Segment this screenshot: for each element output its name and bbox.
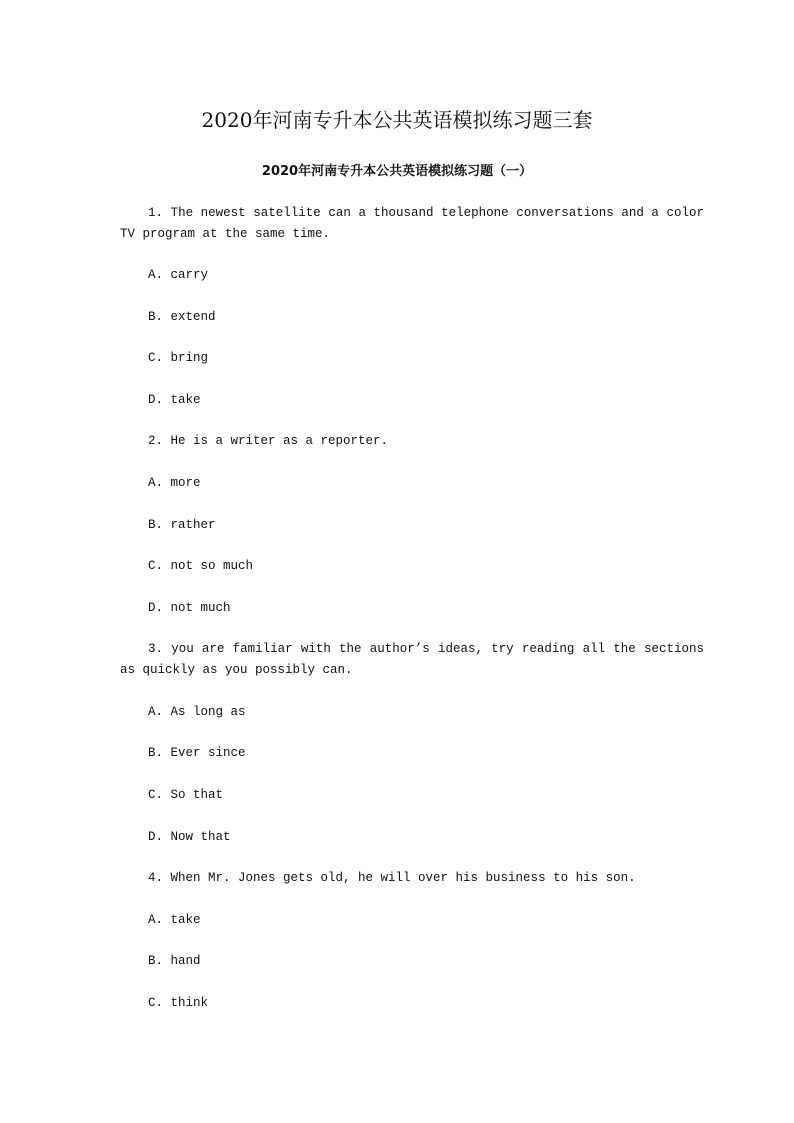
document-title: 2020年河南专升本公共英语模拟练习题三套 bbox=[201, 108, 593, 132]
question-1-stem-line-1: 1. The newest satellite can a thousand telephone conversations and a color bbox=[148, 206, 704, 220]
question-4-option-c: C. think bbox=[148, 996, 209, 1010]
question-4-option-b: B. hand bbox=[148, 954, 201, 968]
question-3-option-b: B. Ever since bbox=[148, 746, 246, 760]
question-4-option-a: A. take bbox=[148, 913, 201, 927]
question-2-stem: 2. He is a writer as a reporter. bbox=[148, 434, 389, 448]
question-1-stem-line-2: TV program at the same time. bbox=[120, 227, 331, 241]
question-1-option-a: A. carry bbox=[148, 268, 209, 282]
question-3-option-d: D. Now that bbox=[148, 830, 231, 844]
question-1-option-d: D. take bbox=[148, 393, 201, 407]
question-3-option-a: A. As long as bbox=[148, 705, 246, 719]
section-subtitle: 2020年河南专升本公共英语模拟练习题（一） bbox=[261, 164, 533, 179]
question-1-option-b: B. extend bbox=[148, 310, 216, 324]
question-4-stem: 4. When Mr. Jones gets old, he will over his business to his son. bbox=[148, 871, 636, 885]
question-3-stem-line-2: as quickly as you possibly can. bbox=[120, 663, 353, 677]
question-2-option-b: B. rather bbox=[148, 518, 216, 532]
question-2-option-d: D. not much bbox=[148, 601, 231, 615]
question-1-option-c: C. bring bbox=[148, 351, 209, 365]
question-3-stem-line-1: 3. you are familiar with the author’s ideas, try reading all the sections bbox=[148, 642, 704, 656]
question-2-option-c: C. not so much bbox=[148, 559, 254, 573]
question-3-option-c: C. So that bbox=[148, 788, 224, 802]
question-2-option-a: A. more bbox=[148, 476, 201, 490]
